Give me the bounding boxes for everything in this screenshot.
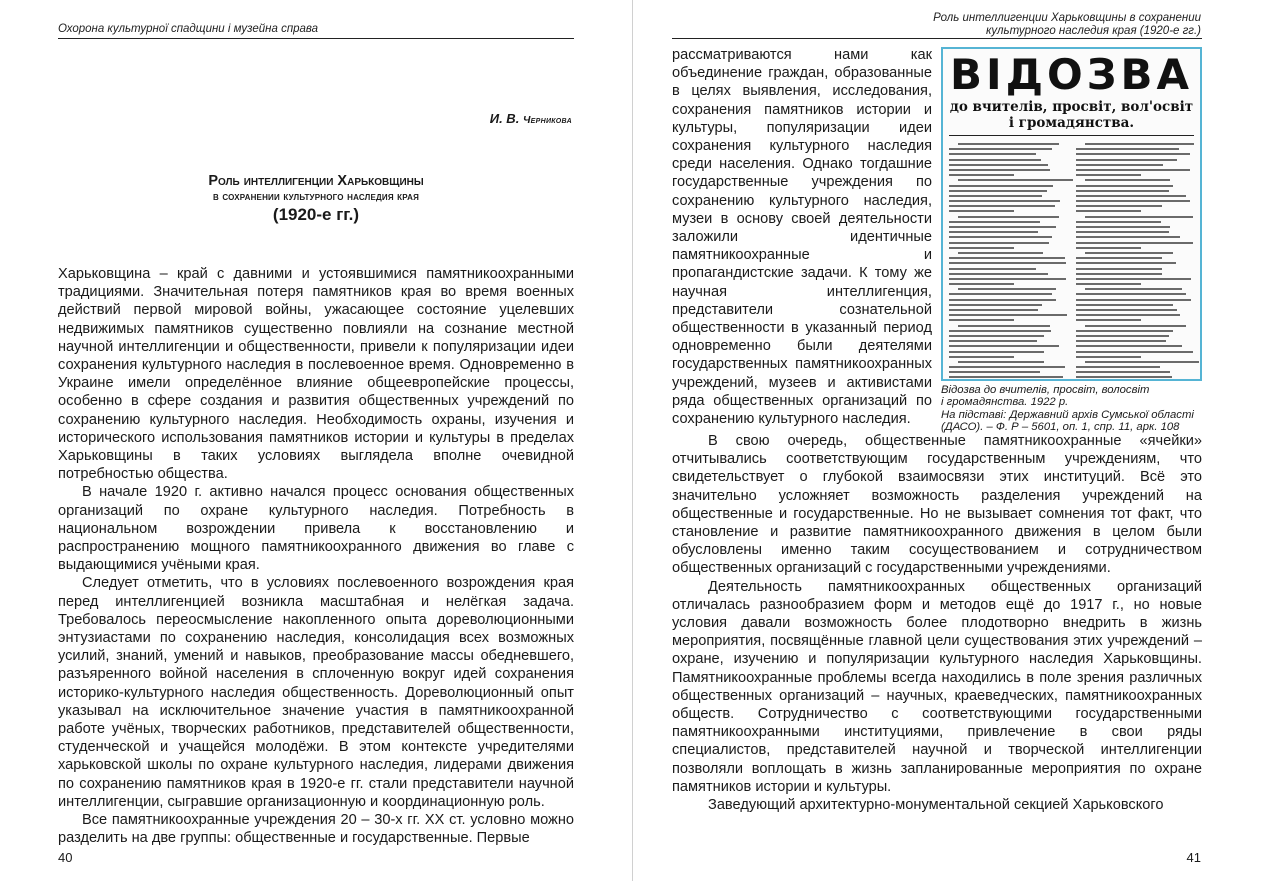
poster-text-line <box>1076 309 1177 311</box>
poster-text-line <box>949 376 1063 378</box>
poster-text-line <box>949 273 1048 275</box>
poster-text-line <box>1076 164 1163 166</box>
caption-line-3: На підставі: Державний архів Сумської області <box>941 408 1194 421</box>
poster-text-line <box>958 252 1043 254</box>
poster-text-line <box>1076 304 1174 306</box>
poster-text-line <box>1076 190 1170 192</box>
poster-text-line <box>949 226 1056 228</box>
poster-text-line <box>1076 273 1162 275</box>
poster-text-line <box>949 257 1065 259</box>
poster-text-line <box>949 283 1014 285</box>
right-column-text: рассматриваются нами как объединение граждан, образованные в целях выявления, исследования, сохранения памятников истории и культуры, популяризации идеи сохранения культурного наследия среди населения. Однако тогдашние государственные учреждения по сохранению культурного наследия, музеи в основу своей деятельности заложили идентичные памятникоохранные и пропагандистские задачи. К тому же научная интеллигенция, представители сознательной общественности в указанный период одновременно были деятелями государственных памятникоохранных учреждений, музеев и активистами ряда общественных организаций по сохранению культурного наследия. <box>672 47 932 428</box>
poster-text-line <box>1076 351 1194 353</box>
poster-text-line <box>1076 236 1180 238</box>
poster-text-line <box>1076 195 1187 197</box>
paragraph: Заведующий архитектурно-монументальной секцией Харьковского <box>708 797 1164 814</box>
author-initials: И. В. <box>489 111 520 126</box>
poster-text-line <box>1076 319 1141 321</box>
page-number-left: 40 <box>58 850 73 865</box>
poster-text-line <box>949 164 1048 166</box>
paragraph: Деятельность памятникоохранных общественных организаций отличалась разнообразием форм и методов ещё до 1917 г., но новые условия давали возможность более плодотворно внедрить в жизнь мероприятия, посвящённые главной цели существования этих учреждений – охране, изучению и популяризации культурного наследия Харьковщины. Памятникоохранные проблемы всегда находились в поле зрения различных общественных организаций – научных, краеведческих, памятникоохранных обществ. Сотрудничество с соответствующими государственными памятникоохранными институциями, привлечение в свои ряды специалистов, представителей научной и творческой интеллигенции позволяли воплощать в жизнь запланированные мероприятия по охране памятников истории и культуры. <box>672 578 1202 795</box>
paragraph: В начале 1920 г. активно начался процесс основания общественных организаций по охране культурного наследия. Потребность в национальном возрождении привела к восстановлению и распространению мощного памятникоохранного движения во главе с выдающимися учёными края. <box>58 484 574 574</box>
right-page <box>634 0 1267 881</box>
paragraph: Все памятникоохранные учреждения 20 – 30-х гг. ХХ ст. условно можно разделить на две группы: общественные и государственные. Первые <box>58 812 574 847</box>
poster-text-columns <box>949 143 1194 381</box>
running-head-right-line-1: Роль интеллигенции Харьковщины в сохранении <box>933 12 1201 24</box>
title-line-1: Роль интеллигенции Харьковщины <box>208 173 424 189</box>
poster-text-line <box>1085 325 1186 327</box>
poster-text-line <box>949 247 1014 249</box>
poster-text-line <box>949 205 1055 207</box>
poster-text-line <box>949 221 1040 223</box>
paragraph: В свою очередь, общественные памятникоохранные «ячейки» отчитывались соответствующим государственным учреждениям, что свидетельствует о глубокой взаимосвязи этих институций. Всё это значительно усложняет возможность разделения учреждений на общественные и государственные. Но не вызывает сомнения тот факт, что становление и развитие памятникоохранного движения в целом были обусловлены именно таким сосуществованием и сотрудничеством общественных организаций с государственными учреждениями. <box>672 433 1202 577</box>
poster-text-line <box>1076 335 1169 337</box>
caption-line-1: Відозва до вчителів, просвіт, волосвіт <box>941 384 1150 396</box>
poster-title: ВІДОЗВА <box>949 50 1194 99</box>
poster-text-line <box>1076 205 1163 207</box>
poster-text-line <box>1076 185 1173 187</box>
poster-text-line <box>949 185 1053 187</box>
poster-text-line <box>958 143 1058 145</box>
right-body <box>672 432 1202 814</box>
poster-text-line <box>1076 314 1181 316</box>
poster-text-line <box>949 174 1014 176</box>
caption-line-4: (ДАСО). – Ф. Р – 5601, оп. 1, спр. 11, арк. 108 <box>941 421 1180 434</box>
poster-text-line <box>958 325 1049 327</box>
poster-text-line <box>949 169 1050 171</box>
poster-text-line <box>1076 283 1141 285</box>
poster-text-line <box>1085 252 1173 254</box>
running-head-right-line-2: культурного наследия края (1920-е гг.) <box>986 25 1201 37</box>
poster-text-line <box>1076 278 1191 280</box>
poster-text-line <box>949 356 1014 358</box>
poster-text-line <box>949 304 1042 306</box>
poster-text-line <box>958 216 1059 218</box>
poster-text-line <box>949 299 1056 301</box>
poster-text-line <box>1076 247 1141 249</box>
poster-text-line <box>1076 226 1171 228</box>
poster-text-line <box>949 268 1036 270</box>
poster-text-line <box>1076 262 1176 264</box>
poster-text-line <box>1085 288 1182 290</box>
poster-text-line <box>949 314 1067 316</box>
poster-text-line <box>949 148 1052 150</box>
title-line-3: (1920-е гг.) <box>272 205 360 224</box>
poster-figure <box>941 47 1202 381</box>
poster-text-line <box>949 319 1014 321</box>
caption-line-2: і громадянства. 1922 р. <box>941 396 1069 409</box>
poster-text-line <box>958 361 1044 363</box>
poster-text-line <box>949 345 1059 347</box>
author-surname: Черникова <box>522 114 572 126</box>
poster-text-line <box>949 262 1066 264</box>
title-line-2: в сохранении культурного наследия края <box>212 191 420 203</box>
poster-text-line <box>949 366 1065 368</box>
poster-text-line <box>949 210 1014 212</box>
poster-text-line <box>949 236 1052 238</box>
poster-text-line <box>1076 366 1160 368</box>
poster-text-line <box>1076 376 1173 378</box>
poster-text-line <box>949 371 1040 373</box>
poster-text-line <box>949 231 1038 233</box>
poster-text-line <box>949 340 1037 342</box>
poster-text-line <box>1085 143 1194 145</box>
article-title <box>58 173 574 225</box>
poster-text-line <box>949 335 1044 337</box>
author-name <box>490 111 572 126</box>
paragraph: Харьковщина – край с давними и устоявшимися памятникоохранными традициями. Значительная потеря памятников края во время военных действий первой мировой войны, ужасающее состояние уцелевших недвижимых памятников существенно повлияли на сознание местной научной интеллигенции и общественности, привели к популяризации идеи сохранения культурного наследия в послевоенное время. Одновременно в Украине имели определённое влияние общеевропейские процессы, особенно в сфере создания и развития общественных учреждений по сохранению культурного наследия. Необходимость охраны, изучения и исторического использования памятников истории и культуры в пределах Харьковщины в таких условиях выглядела вполне очевидной потребностью общества. <box>58 266 574 483</box>
poster-text-line <box>1085 361 1199 363</box>
left-body <box>58 265 574 848</box>
poster-text-line <box>1076 257 1162 259</box>
left-page <box>0 0 633 881</box>
page-number-right: 41 <box>1186 850 1201 865</box>
poster-text-line <box>949 351 1044 353</box>
poster-text-line <box>949 159 1041 161</box>
poster-text-line <box>1076 345 1183 347</box>
poster-text-line <box>958 179 1072 181</box>
poster-text-line <box>949 195 1042 197</box>
poster-text-line <box>1076 356 1141 358</box>
poster-text-line <box>1085 216 1193 218</box>
poster-text-line <box>1076 330 1173 332</box>
poster-column-right <box>1076 143 1195 381</box>
poster-subtitle: до вчителів, просвіт, вол'освіт і громадянства. <box>949 99 1194 136</box>
header-rule-right <box>672 38 1202 39</box>
poster-text-line <box>1076 242 1194 244</box>
poster-text-line <box>1076 221 1161 223</box>
running-head-left: Охорона культурної спадщини і музейна справа <box>58 23 319 35</box>
poster-text-line <box>949 293 1052 295</box>
poster-text-line <box>1076 268 1163 270</box>
poster-text-line <box>1076 293 1187 295</box>
poster-text-line <box>1076 299 1192 301</box>
running-head-right <box>933 12 1201 38</box>
poster-column-left <box>949 143 1068 381</box>
poster-text-line <box>1076 169 1190 171</box>
poster-text-line <box>949 242 1049 244</box>
poster-text-line <box>949 330 1051 332</box>
poster-text-line <box>1085 179 1170 181</box>
poster-text-line <box>949 153 1036 155</box>
figure-caption <box>941 384 1206 434</box>
poster-text-line <box>949 309 1038 311</box>
poster-text-line <box>1076 210 1141 212</box>
poster-text-line <box>949 190 1047 192</box>
paragraph: Следует отметить, что в условиях послевоенного возрождения края перед интеллигенцией возникла масштабная и нелёгкая задача. Требовалось переосмысление накопленного опыта дореволюционными энтузиастами по сохранению наследия, консолидация всех возможных усилий, знаний, умений и навыков, преобразование массы обедневшего, разъяренного войной населения в сплоченную вокруг идей сохранения историко-культурного наследия общественность. Дореволюционный опыт указывал на исключительное значение участия в памятникоохранной работе учёных, творческих работников, представителей общественности, студенческой и учащейся молодёжи. В этом контексте учредителями харьковской школы по охране культурного наследия, лидерами движения по сохранению памятников края в 1920-е гг. стали представители научной интеллигенции, сыгравшие организационную и координационную роль. <box>58 575 574 810</box>
poster-text-line <box>1076 153 1191 155</box>
poster-text-line <box>1076 340 1166 342</box>
poster-text-line <box>958 288 1056 290</box>
poster-text-line <box>1076 159 1178 161</box>
poster-text-line <box>1076 371 1171 373</box>
poster-text-line <box>1076 231 1170 233</box>
poster-text-line <box>949 200 1060 202</box>
poster-text-line <box>1076 148 1179 150</box>
poster-text-line <box>1076 174 1141 176</box>
poster-text-line <box>1076 200 1190 202</box>
header-rule-left <box>58 38 574 39</box>
poster-text-line <box>949 278 1066 280</box>
